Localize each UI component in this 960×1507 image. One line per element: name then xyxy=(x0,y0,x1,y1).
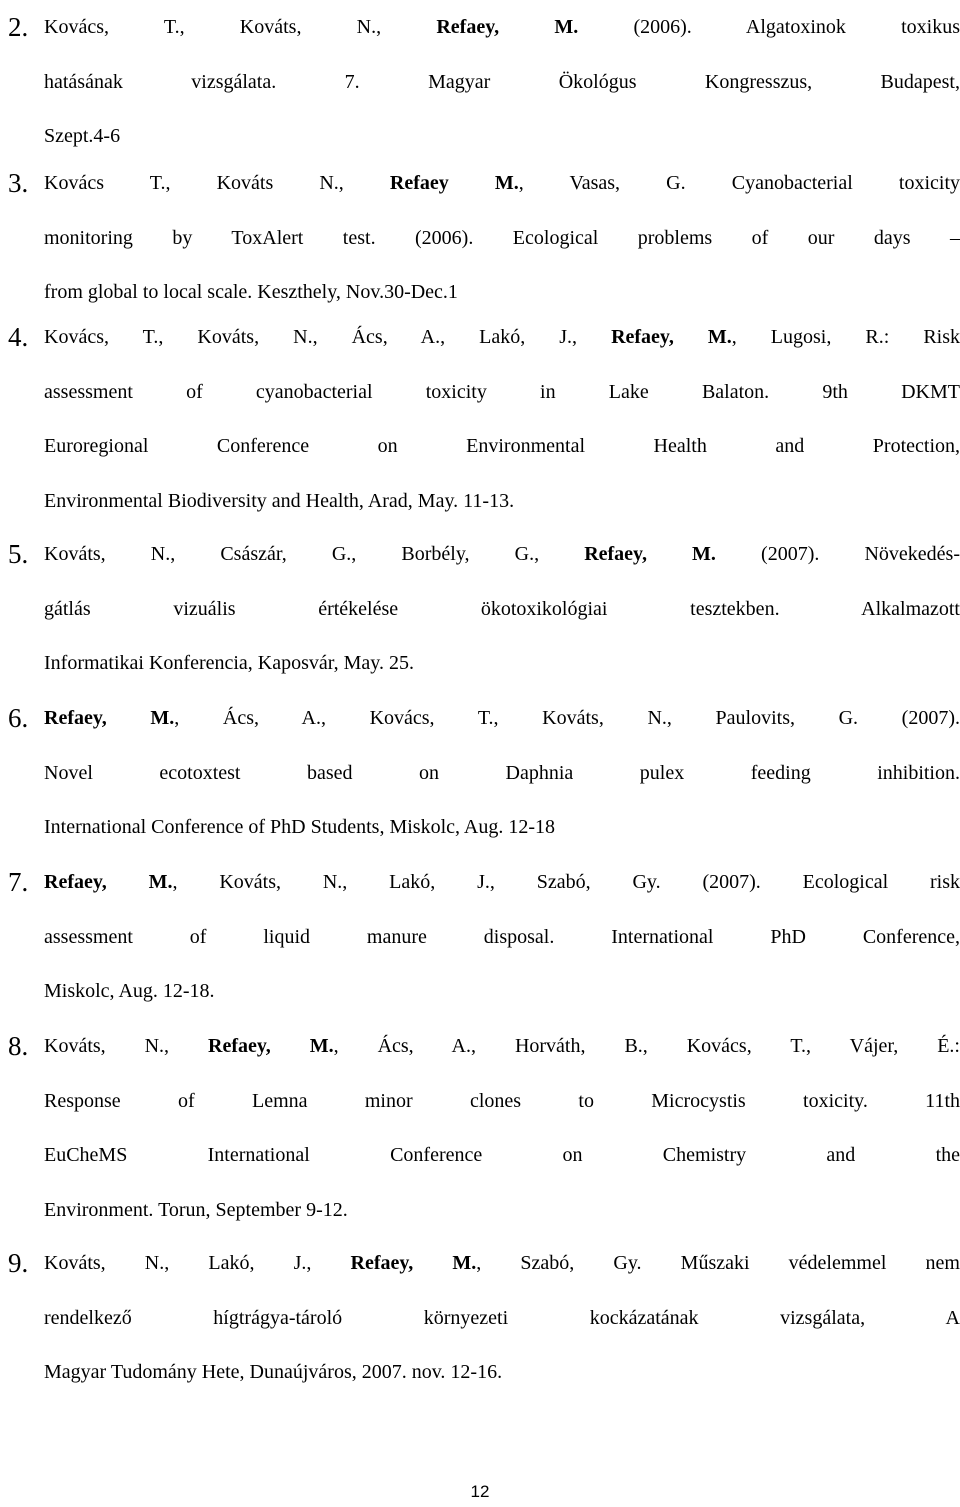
reference-line xyxy=(44,636,960,691)
reference-text: , Lugosi, R.: Risk xyxy=(731,326,960,348)
reference-text: Kováts, N., Császár, G., Borbély, G., xyxy=(44,543,585,565)
reference-number: 2. xyxy=(8,12,29,42)
reference-text: , Ács, A., Kovács, T., Kováts, N., Paulovits, G. (2007). xyxy=(174,707,960,729)
reference-text: Kováts, N., Lakó, J., xyxy=(44,1252,351,1274)
reference-line xyxy=(44,1291,960,1346)
reference-number: 9. xyxy=(8,1248,29,1278)
author-highlight: Refaey M. xyxy=(389,172,519,194)
reference-number: 6. xyxy=(8,703,29,733)
reference-text: Miskolc, Aug. 12-18. xyxy=(44,980,215,1002)
reference-line xyxy=(44,55,960,110)
reference-text: Kováts, N., xyxy=(44,1035,209,1057)
author-highlight: Refaey, M. xyxy=(350,1252,477,1274)
reference-line xyxy=(44,211,960,266)
reference-line xyxy=(44,1074,960,1129)
reference-number: 7. xyxy=(8,867,29,897)
reference-line xyxy=(44,691,960,746)
reference-text: , Kováts, N., Lakó, J., Szabó, Gy. (2007). Ecological risk xyxy=(172,871,960,893)
reference-text: monitoring by ToxAlert test. (2006). Ecological problems of our days – xyxy=(44,226,960,249)
reference-text: , Szabó, Gy. Műszaki védelemmel nem xyxy=(476,1252,960,1274)
reference-text: , Vasas, G. Cyanobacterial toxicity xyxy=(518,172,960,194)
reference-text: hatásának vizsgálata. 7. Magyar Ökológus Kongresszus, Budapest, xyxy=(44,70,960,93)
reference-line xyxy=(44,0,960,55)
reference-number: 4. xyxy=(8,322,29,352)
reference-text: Kovács, T., Kováts, N., Ács, A., Lakó, J., xyxy=(44,326,612,348)
reference-text: Response of Lemna minor clones to Microcystis toxicity. 11th xyxy=(44,1089,960,1112)
reference-line xyxy=(44,1345,960,1400)
author-highlight: Refaey, M. xyxy=(584,543,716,565)
reference-line xyxy=(44,800,960,855)
reference-line xyxy=(44,474,960,529)
reference-line xyxy=(44,746,960,801)
reference-text: EuCheMS International Conference on Chemistry and the xyxy=(44,1144,960,1166)
reference-text: Kovács T., Kováts N., xyxy=(44,172,390,194)
reference-text: Szept.4-6 xyxy=(44,125,121,147)
reference-line xyxy=(44,310,960,365)
reference-text: from global to local scale. Keszthely, Nov.30-Dec.1 xyxy=(44,281,458,303)
reference-text: Environmental Biodiversity and Health, Arad, May. 11-13. xyxy=(44,489,515,512)
reference-text: (2006). Algatoxinok toxikus xyxy=(578,16,960,38)
reference-number: 8. xyxy=(8,1031,29,1061)
reference-text: Euroregional Conference on Environmental Health and Protection, xyxy=(44,435,960,457)
reference-text: Magyar Tudomány Hete, Dunaújváros, 2007. nov. 12-16. xyxy=(44,1361,503,1383)
reference-text: Novel ecotoxtest based on Daphnia pulex feeding inhibition. xyxy=(44,761,960,784)
author-highlight: Refaey, M. xyxy=(44,707,175,729)
author-highlight: Refaey, M. xyxy=(208,1035,334,1057)
reference-line xyxy=(44,365,960,420)
author-highlight: Refaey, M. xyxy=(436,16,579,38)
reference-text: , Ács, A., Horváth, B., Kovács, T., Vájer, É.: xyxy=(333,1035,960,1057)
reference-number: 5. xyxy=(8,539,29,569)
reference-text: rendelkező hígtrágya-tároló környezeti kockázatának vizsgálata, A xyxy=(44,1306,960,1329)
reference-line xyxy=(44,1183,960,1238)
reference-line xyxy=(44,1019,960,1074)
reference-text: Environment. Torun, September 9-12. xyxy=(44,1198,348,1221)
reference-line xyxy=(44,1128,960,1183)
reference-text: assessment of cyanobacterial toxicity in Lake Balaton. 9th DKMT xyxy=(44,380,960,403)
reference-line xyxy=(44,527,960,582)
reference-line xyxy=(44,156,960,211)
reference-text: International Conference of PhD Students, Miskolc, Aug. 12-18 xyxy=(44,816,556,838)
reference-text: Informatikai Konferencia, Kaposvár, May. 25. xyxy=(44,652,414,674)
reference-line xyxy=(44,582,960,637)
reference-line xyxy=(44,419,960,474)
reference-text: Kovács, T., Kováts, N., xyxy=(44,16,437,38)
author-highlight: Refaey, M. xyxy=(611,326,732,348)
reference-line xyxy=(44,855,960,910)
page-number: 12 xyxy=(470,1482,490,1501)
reference-line xyxy=(44,964,960,1019)
reference-text: (2007). Növekedés- xyxy=(715,543,960,565)
reference-line xyxy=(44,1236,960,1291)
reference-text: gátlás vizuális értékelése ökotoxikológiai tesztekben. Alkalmazott xyxy=(44,597,960,620)
reference-line xyxy=(44,910,960,965)
reference-text: assessment of liquid manure disposal. International PhD Conference, xyxy=(44,925,960,948)
author-highlight: Refaey, M. xyxy=(44,871,173,893)
reference-number: 3. xyxy=(8,168,29,198)
